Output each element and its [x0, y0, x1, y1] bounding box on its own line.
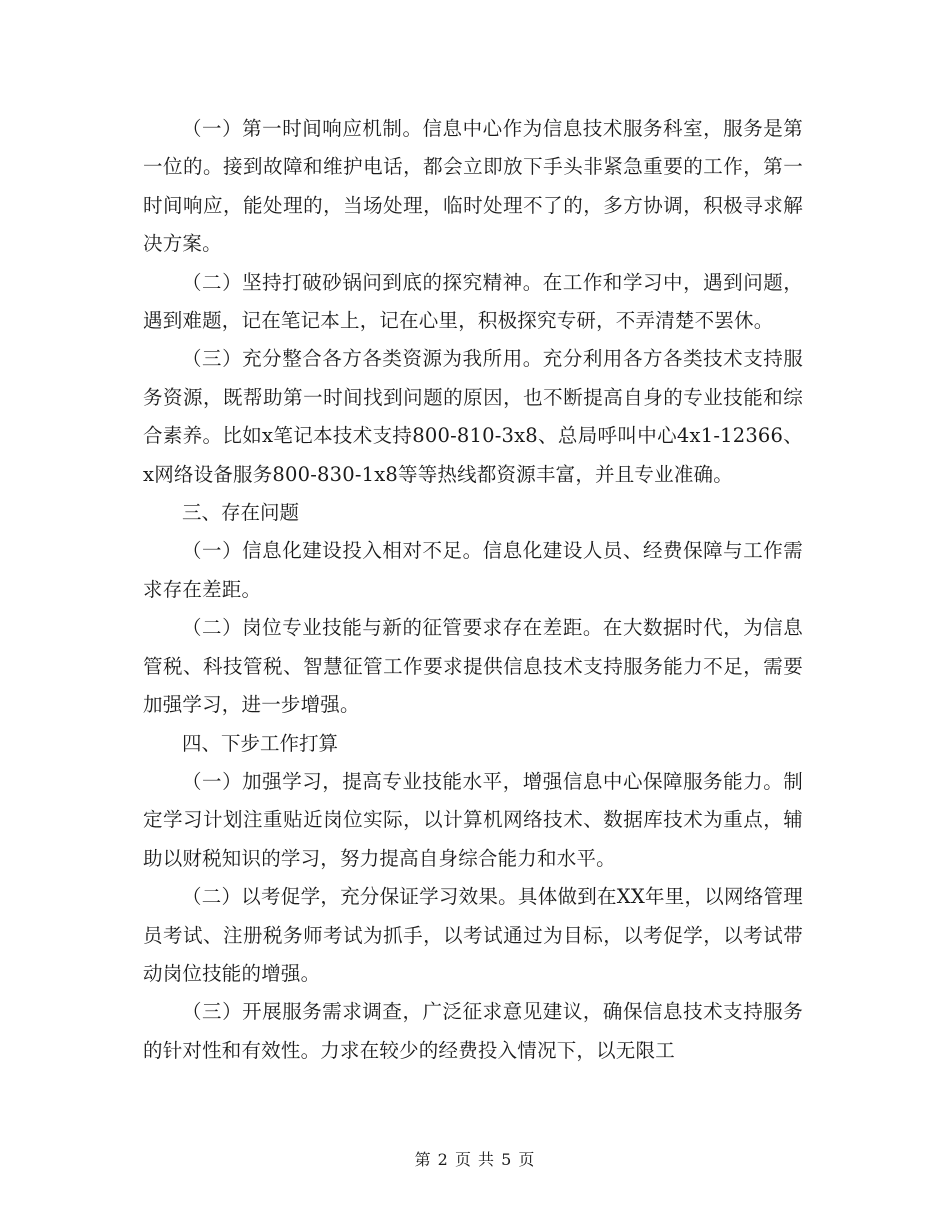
- paragraph-resource-integration: （三）充分整合各方各类资源为我所用。充分利用各方各类技术支持服务资源，既帮助第一时间找到问题的原因，也不断提高自身的专业技能和综合素养。比如x笔记本技术支持800-810-3x8、总局呼叫中心4x1-12366、x网络设备服务800-830-1x8等等热线都资源丰富，并且专业准确。: [143, 347, 803, 486]
- paragraph-strengthen-learning: （一）加强学习，提高专业技能水平，增强信息中心保障服务能力。制定学习计划注重贴近岗位实际，以计算机网络技术、数据库技术为重点，辅助以财税知识的学习，努力提高自身综合能力和水平。: [143, 769, 803, 870]
- document-body: [143, 110, 803, 1070]
- page-number-footer: 第 2 页 共 5 页: [414, 1150, 536, 1169]
- paragraph-exam-promotes-learning: （二）以考促学，充分保证学习效果。具体做到在XX年里，以网络管理员考试、注册税务师考试为抓手，以考试通过为目标，以考促学，以考试带动岗位技能的增强。: [143, 885, 803, 985]
- paragraph-skill-gap: （二）岗位专业技能与新的征管要求存在差距。在大数据时代，为信息管税、科技管税、智慧征管工作要求提供信息技术支持服务能力不足，需要加强学习，进一步增强。: [143, 616, 803, 717]
- section-heading-problems: 三、存在问题: [182, 501, 300, 525]
- paragraph-service-survey: （三）开展服务需求调查，广泛征求意见建议，确保信息技术支持服务的针对性和有效性。力求在较少的经费投入情况下，以无限工: [143, 1000, 803, 1062]
- section-heading-next-steps: 四、下步工作打算: [182, 731, 339, 755]
- paragraph-insufficient-investment: （一）信息化建设投入相对不足。信息化建设人员、经费保障与工作需求存在差距。: [143, 539, 803, 601]
- paragraph-first-response: （一）第一时间响应机制。信息中心作为信息技术服务科室，服务是第一位的。接到故障和维护电话，都会立即放下手头非紧急重要的工作，第一时间响应，能处理的，当场处理，临时处理不了的，多方协调，积极寻求解决方案。: [143, 117, 803, 256]
- paragraph-inquiry-spirit: （二）坚持打破砂锅问到底的探究精神。在工作和学习中，遇到问题，遇到难题，记在笔记本上，记在心里，积极探究专研，不弄清楚不罢休。: [143, 270, 803, 333]
